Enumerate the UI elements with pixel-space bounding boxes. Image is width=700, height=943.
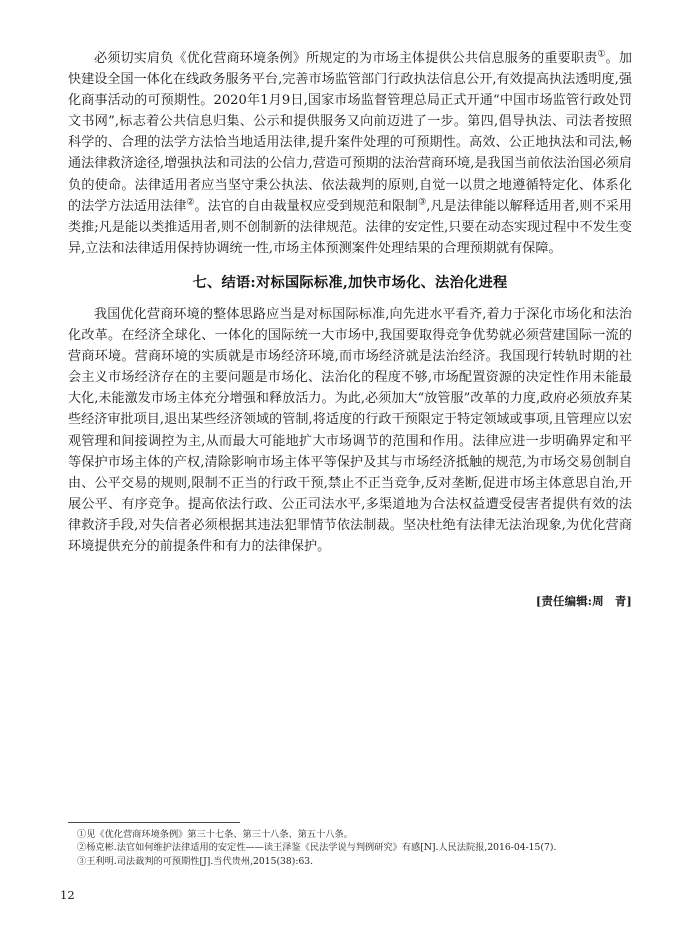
footnote-reference: ② <box>186 197 195 208</box>
editor-credit-given-name: 青 <box>614 594 627 609</box>
editor-credit <box>68 557 632 609</box>
text-column <box>68 48 632 609</box>
footnote-separator-rule <box>68 822 240 823</box>
section-heading: 七、结语:对标国际标准,加快市场化、法治化进程 <box>192 274 508 291</box>
footnote-item: ①见《优化营商环境条例》第三十七条、第三十八条、第五十八条。 <box>77 829 353 840</box>
footnote-item: ③王利明.司法裁判的可预期性[J].当代贵州,2015(38):63. <box>77 855 314 867</box>
footnote-reference: ① <box>597 49 606 60</box>
footnote-block <box>68 822 632 868</box>
footnote-reference: ③ <box>418 197 427 208</box>
editor-credit-suffix: ] <box>626 594 632 609</box>
editor-credit-surname: 周 <box>592 594 604 609</box>
footnote-item: ②杨克彬.法官如何维护法律适用的安定性——读王泽鉴《民法学说与判例研究》有感[N].人民法院报,2016-04-15(7). <box>77 842 557 854</box>
body-paragraph-1: 必须切实肩负《优化营商环境条例》所规定的为市场主体提供公共信息服务的重要职责①。加快建设全国一体化在线政务服务平台,完善市场监管部门行政执法信息公开,有效提高执法透明度,强化商事活动的可预期性。2020年1月9日,国家市场监督管理总局正式开通“中国市场监管行政处罚文书网”,标志着公共信息归集、公示和提供服务又向前迈进了一步。第四,倡导执法、司法者按照科学的、合理的法学方法恰当地适用法律,提升案件处理的可预期性。高效、公正地执法和司法,畅通法律救济途径,增强执法和司法的公信力,营造可预期的法治营商环境,是我国当前依法治国必须肩负的使命。法律适用者应当坚守秉公执法、依法裁判的原则,自觉一以贯之地遵循特定化、体系化的法学方法适用法律②。法官的自由裁量权应受到规范和限制③,凡是法律能以解释适用者,则不采用类推;凡是能以类推适用者,则不创制新的法律规范。法律的安定性,只要在动态实现过程中不发生变异,立法和法律适用保持协调统一性,市场主体预测案件处理结果的合理预期就有保障。 <box>68 49 633 256</box>
editor-credit-prefix: [责任编辑: <box>535 594 593 609</box>
body-paragraph-2: 我国优化营商环境的整体思路应当是对标国际标准,向先进水平看齐,着力于深化市场化和法治化改革。在经济全球化、一体化的国际统一大市场中,我国要取得竞争优势就必须营建国际一流的营商环境。营商环境的实质就是市场经济环境,而市场经济就是法治经济。我国现行转轨时期的社会主义市场经济存在的主要问题是市场化、法治化的程度不够,市场配置资源的决定性作用未能最大化,未能激发市场主体充分增强和释放活力。为此,必须加大“放管服”改革的力度,政府必须放弃某些经济审批项目,退出某些经济领域的管制,将适度的行政干预限定于特定领域或事项,且管理应以宏观管理和间接调控为主,从而最大可能地扩大市场调节的范围和作用。法律应进一步明确界定和平等保护市场主体的产权,清除影响市场主体平等保护及其与市场经济抵触的规范,为市场交易创制自由、公平交易的规则,限制不正当的行政干预,禁止不正当竞争,反对垄断,促进市场主体意思自治,开展公平、有序竞争。提高依法行政、公正司法水平,多渠道地为合法权益遭受侵害者提供有效的法律救济手段,对失信者必须根据其违法犯罪情节依法制裁。坚决杜绝有法律无法治现象,为优化营商环境提供充分的前提条件和有力的法律保护。 <box>68 306 632 554</box>
page-number: 12 <box>60 888 75 902</box>
